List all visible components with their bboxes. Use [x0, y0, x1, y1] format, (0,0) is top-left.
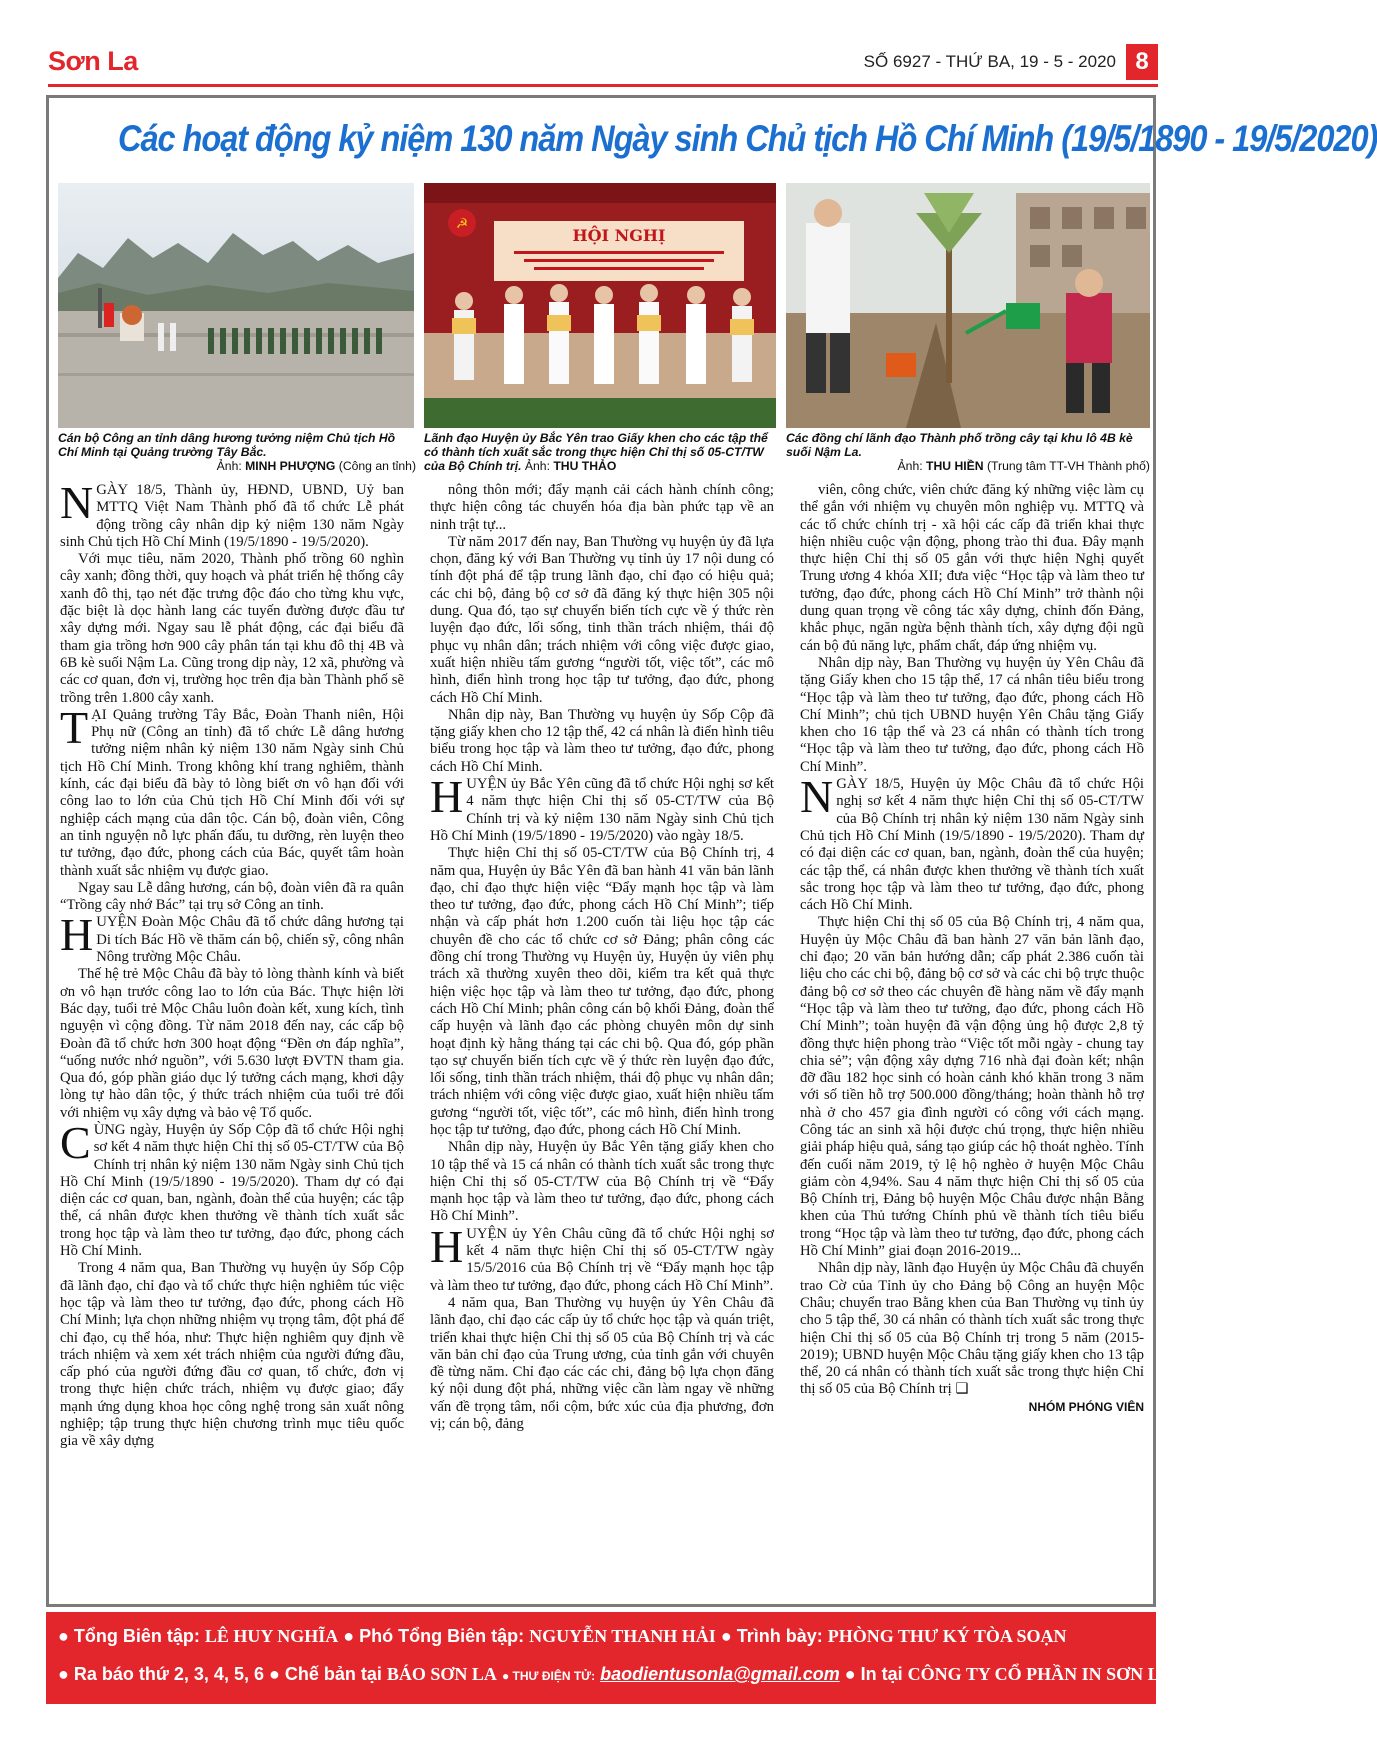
paragraph: Trong 4 năm qua, Ban Thường vụ huyện ủy Sốp Cộp đã lãnh đạo, chỉ đạo và tổ chức thực hiện nghiêm túc việc học tập và làm theo tư tưởng, đạo đức, phong cách Hồ Chí Minh; lựa chọn những nhiệm vụ trọng tâm, đột phá để chỉ đạo, cụ thể hóa, như: Thực hiện nghiêm quy định về trách nhiệm và xem xét trách nhiệm của người đứng đầu, cấp phó của người đứng đầu cơ quan, tổ chức, đơn vị trong thực hiện chức trách, nhiệm vụ được giao; đẩy mạnh ứng dụng khoa học công nghệ trong sản xuất nông nghiệp; tập trung thực hiện chương trình mục tiêu quốc gia về xây dựng	[60, 1260, 404, 1450]
paragraph: 4 năm qua, Ban Thường vụ huyện ủy Yên Châu đã lãnh đạo, chỉ đạo các cấp ủy tổ chức học tập và quán triệt, triển khai thực hiện Chỉ thị số 05 của Bộ Chính trị và các văn bản chỉ đạo của Trung ương, của tỉnh gắn với chuyên đề từng năm. Chỉ đạo các các chi, đảng bộ lựa chọn đăng ký nội dung đột phá, những việc cần làm ngay về những vấn đề trọng tâm, nổi cộm, bức xúc của địa phương, đơn vị; cán bộ, đảng	[430, 1294, 774, 1433]
paragraph: Thực hiện Chỉ thị số 05-CT/TW của Bộ Chính trị, 4 năm qua, Huyện ủy Bắc Yên đã ban hành 41 văn bản lãnh đạo, chỉ đạo thực hiện việc “Đẩy mạnh học tập và làm theo tư tưởng, đạo đức, phong cách Hồ Chí Minh”; tiếp nhận và cấp phát hơn 1.200 cuốn tài liệu học tập các chuyên đề cho các tổ chức cơ sở Đảng; phân công các đồng chí trong Thường vụ Huyện ủy, Huyện ủy viên phụ trách xã thường xuyên theo dõi, kiểm tra kết quả thực hiện việc học tập và làm theo tư tưởng, đạo đức, phong cách Hồ Chí Minh; phân công cán bộ khối Đảng, đoàn thể cấp huyện và lãnh đạo các phòng chuyên môn dự sinh hoạt định kỳ hằng tháng tại các chi bộ. Qua đó, góp phần tạo sự chuyển biến tích cực về ý thức rèn luyện đạo đức, lối sống, tinh thần trách nhiệm, thái độ phục vụ nhân dân; trách nhiệm với công việc được giao, xuất hiện nhiều tấm gương “người tốt, việc tốt”, các mô hình, điển hình trong học tập tư tưởng, đạo đức, phong cách Hồ Chí Minh.	[430, 845, 774, 1138]
page-number: 8	[1126, 44, 1158, 80]
byline: NHÓM PHÓNG VIÊN	[1028, 1399, 1144, 1414]
paragraph: Nhân dịp này, Ban Thường vụ huyện ủy Sốp Cộp đã tặng giấy khen cho 12 tập thể, 42 cá nhân là điển hình tiêu biểu trong học tập và làm theo tư tưởng, đạo đức, phong cách Hồ Chí Minh.	[430, 706, 774, 775]
issue-info: SỐ 6927 - THỨ BA, 19 - 5 - 2020	[863, 52, 1116, 71]
header-rule	[48, 84, 1158, 87]
page-header	[48, 46, 1158, 80]
photo-ceremony	[58, 183, 414, 428]
text-column-3	[800, 482, 1144, 1587]
paragraph: Với mục tiêu, năm 2020, Thành phố trồng 60 nghìn cây xanh; đồng thời, quy hoạch và phát triển hệ thống cây xanh đô thị, tạo nét đặc trưng độc đáo cho từng khu vực, đặc biệt là dọc hành lang các tuyến đường được đầu tư xây dựng mới. Ngay sau lễ phát động, các đại biểu đã tham gia trồng hơn 900 cây phân tán tại khu đô thị 4B và 6B kè suối Nậm La. Cũng trong dịp này, 12 xã, phường và các cơ quan, đơn vị, trường học trên địa bàn Thành phố sẽ trồng trên 1.800 cây xanh.	[60, 551, 404, 706]
paragraph: Thực hiện Chỉ thị số 05 của Bộ Chính trị, 4 năm qua, Huyện ủy Mộc Châu đã ban hành 27 văn bản lãnh đạo, chỉ đạo; 20 văn bản hướng dẫn; cấp phát 2.386 cuốn tài liệu cho các chi bộ, đảng bộ cơ sở và các chi bộ trực thuộc đảng bộ cơ sở theo các chuyên đề hàng năm về đẩy mạnh “Học tập và làm theo tư tưởng, đạo đức, phong cách Hồ Chí Minh”; toàn huyện đã vận động ủng hộ được 2,8 tỷ đồng thực hiện phong trào “Việc tốt mỗi ngày - chung tay chia sẻ”; vận động xây dựng 716 nhà đại đoàn kết; nhận đỡ đầu 182 học sinh có hoàn cảnh khó khăn trong 3 năm với số tiền hỗ trợ 500.000 đồng/tháng; hoàn thành hỗ trợ nhà ở cho 457 gia đình người có công với cách mạng. Công tác an sinh xã hội được chú trọng, thực hiện nhiều giải pháp hiệu quả, sáng tạo giúp các hộ thoát nghèo. Tính đến cuối năm 2019, tỷ lệ hộ nghèo ở huyện Mộc Châu giảm còn 4,94%. Sau 4 năm thực hiện Chỉ thị số 05 của Bộ Chính trị, Đảng bộ huyện Mộc Châu được nhận Bằng khen của Thủ tướng Chính phủ về thành tích tiêu biểu trong “Học tập và làm theo tư tưởng, đạo đức, phong cách Hồ Chí Minh” giai đoạn 2016-2019...	[800, 914, 1144, 1260]
banner-title: HỘI NGHỊ	[572, 226, 666, 245]
caption-text: Cán bộ Công an tỉnh dâng hương tưởng niệm Chủ tịch Hồ Chí Minh tại Quảng trường Tây Bắc.	[58, 431, 396, 459]
text-column-1	[60, 477, 404, 1587]
caption-photo-1	[58, 431, 416, 473]
paragraph: HUYỆN ủy Bắc Yên cũng đã tổ chức Hội nghị sơ kết 4 năm thực hiện Chỉ thị số 05-CT/TW của Bộ Chính trị và kỷ niệm 130 năm Ngày sinh Chủ tịch Hồ Chí Minh (19/5/1890 - 19/5/2020) vào ngày 18/5.	[430, 771, 774, 844]
paragraph: NGÀY 18/5, Huyện ủy Mộc Châu đã tổ chức Hội nghị sơ kết 4 năm thực hiện Chỉ thị số 05-CT/TW của Bộ Chính trị nhân kỷ niệm 130 năm Ngày sinh Chủ tịch Hồ Chí Minh (19/5/1890 - 19/5/2020). Tham dự có đại diện các cơ quan, ban, ngành, đoàn thể của huyện; các tập thể, cá nhân được khen thưởng về thành tích xuất sắc trong học tập và làm theo tư tưởng, đạo đức, phong cách Hồ Chí Minh.	[800, 771, 1144, 914]
paragraph: HUYỆN ủy Yên Châu cũng đã tổ chức Hội nghị sơ kết 4 năm thực hiện Chỉ thị số 05-CT/TW ngày 15/5/2016 của Bộ Chính trị về “Đẩy mạnh học tập và làm theo tư tưởng, đạo đức, phong cách Hồ Chí Minh”.	[430, 1220, 774, 1294]
svg-text:☭: ☭	[455, 216, 469, 232]
caption-text: Lãnh đạo Huyện ủy Bắc Yên trao Giấy khen cho các tập thể có thành tích xuất sắc trong thực hiện Chỉ thị số 05-CT/TW của Bộ Chính trị. Ảnh: THU THẢO	[424, 431, 768, 473]
paragraph: viên, công chức, viên chức đăng ký những việc làm cụ thể gắn với nhiệm vụ chuyên môn nghiệp vụ. MTTQ và các tổ chức chính trị - xã hội các cấp đã triển khai thực hiện nhiều cuộc vận động, phong trào thi đua. Đây mạnh thực hiện Chỉ thị số 05 gắn với thực hiện Nghị quyết Trung ương 4 khóa XII; đưa việc “Học tập và làm theo tư tưởng, đạo đức, phong cách Hồ Chí Minh” trở thành nội dung quan trọng về công tác xây dựng, chỉnh đốn Đảng, khắc phục, ngăn ngừa bệnh thành tích, xây dựng đội ngũ cán bộ đủ năng lực, phẩm chất, đáp ứng nhiệm vụ.	[800, 482, 1144, 654]
paragraph: NGÀY 18/5, Thành ủy, HĐND, UBND, Uỷ ban MTTQ Việt Nam Thành phố đã tổ chức Lễ phát động trồng cây nhân dịp kỷ niệm 130 năm Ngày sinh Chủ tịch Hồ Chí Minh (19/5/1890 - 19/5/2020).	[60, 477, 404, 550]
headline: Các hoạt động kỷ niệm 130 năm Ngày sinh Chủ tịch Hồ Chí Minh (19/5/1890 - 19/5/2020)	[118, 118, 1377, 159]
photo-conference	[424, 183, 776, 428]
paragraph: Nhân dịp này, lãnh đạo Huyện ủy Mộc Châu đã chuyển trao Cờ của Tỉnh ủy cho Đảng bộ Công an huyện Mộc Châu; chuyển trao Bằng khen của Ban Thường vụ tỉnh ủy cho 5 tập thể, 30 cá nhân có thành tích xuất sắc trong thực hiện Chỉ thị số 05 của Bộ Chính trị trong 5 năm (2015-2019); UBND huyện Mộc Châu tặng giấy khen cho 13 tập thể, 20 cá nhân có thành tích xuất sắc trong thực hiện Chỉ thị số 05 của Bộ Chính trị ❑	[800, 1260, 1144, 1398]
photo-credit: Ảnh: MINH PHƯỢNG (Công an tỉnh)	[216, 459, 416, 473]
text-column-2	[430, 482, 774, 1587]
caption-text: Các đồng chí lãnh đạo Thành phố trồng cây tại khu lô 4B kè suối Nậm La.	[786, 431, 1133, 459]
footer-publishing: ● Ra báo thứ 2, 3, 4, 5, 6 ● Chế bản tại BÁO SƠN LA ● THƯ ĐIỆN TỬ: baodientusonla@gmail.com ● In tại CÔNG TY CỔ PHẦN IN SƠN LA ● Giá 2.000đ	[58, 1664, 1284, 1684]
caption-photo-2	[424, 431, 776, 473]
newspaper-brand: Sơn La	[48, 46, 138, 76]
paragraph: Nhân dịp này, Ban Thường vụ huyện ủy Yên Châu đã tặng Giấy khen cho 15 tập thể, 17 cá nhân tiêu biểu trong “Học tập và làm theo tư tưởng, đạo đức, phong cách Hồ Chí Minh”; chủ tịch UBND huyện Yên Châu tặng Giấy khen cho 16 tập thể và 23 cá nhân có thành tích trong “Học tập và làm theo tư tưởng, đạo đức, phong cách Hồ Chí Minh”.	[800, 654, 1144, 775]
paragraph: Ngay sau Lễ dâng hương, cán bộ, đoàn viên đã ra quân “Trồng cây nhớ Bác” tại trụ sở Công an tỉnh.	[60, 879, 404, 914]
paragraph: Nhân dịp này, Huyện ủy Bắc Yên tặng giấy khen cho 10 tập thể và 15 cá nhân có thành tích xuất sắc trong thực hiện Chỉ thị số 05-CT/TW của Bộ Chính trị về “Đẩy mạnh học tập và làm theo tư tưởng, đạo đức, phong cách Hồ Chí Minh”.	[430, 1139, 774, 1225]
email-link[interactable]: baodientusonla@gmail.com	[600, 1664, 840, 1684]
paragraph: CÙNG ngày, Huyện ủy Sốp Cộp đã tổ chức Hội nghị sơ kết 4 năm thực hiện Chỉ thị số 05-CT/TW của Bộ Chính trị nhân kỷ niệm 130 năm Ngày sinh Chủ tịch Hồ Chí Minh (19/5/1890 - 19/5/2020). Tham dự có đại diện các cơ quan, ban, ngành, đoàn thể của huyện; các tập thể, cá nhân được khen thưởng về thành tích xuất sắc trong học tập và làm theo tư tưởng, đạo đức, phong cách Hồ Chí Minh.	[60, 1116, 404, 1260]
caption-photo-3	[786, 431, 1150, 473]
photo-tree-planting	[786, 183, 1150, 428]
paragraph: Thế hệ trẻ Mộc Châu đã bày tỏ lòng thành kính và biết ơn vô hạn trước công lao to lớn của Bác. Thực hiện lời Bác dạy, tuổi trẻ Mộc Châu luôn đoàn kết, xung kích, tình nguyện vì cộng đồng. Từ năm 2018 đến nay, các cấp bộ Đoàn đã tổ chức hơn 300 hoạt động “Đền ơn đáp nghĩa”, “uống nước nhớ nguồn”, với 5.630 lượt ĐVTN tham gia. Qua đó, góp phần giáo dục lý tưởng cách mạng, khơi dậy lòng tự hào dân tộc, ý thức trách nhiệm của tuổi trẻ đối với nhiệm vụ xây dựng và bảo vệ Tổ quốc.	[60, 966, 404, 1121]
paragraph: TẠI Quảng trường Tây Bắc, Đoàn Thanh niên, Hội Phụ nữ (Công an tỉnh) đã tổ chức Lễ dâng hương tưởng niệm nhân kỷ niệm 130 năm Ngày sinh Chủ tịch Hồ Chí Minh. Trong không khí trang nghiêm, thành kính, các đại biểu đã bày tỏ lòng biết ơn vô hạn đối với công lao to lớn của Chủ tịch Hồ Chí Minh đối với sự nghiệp cách mạng của dân tộc. Cán bộ, đoàn viên, Công an tỉnh nguyện nỗ lực phấn đấu, tu dưỡng, rèn luyện theo tư tưởng, đạo đức, phong cách của Bác, quyết tâm hoàn thành xuất sắc nhiệm vụ được giao.	[60, 701, 404, 879]
page-footer	[46, 1612, 1284, 1704]
paragraph: Từ năm 2017 đến nay, Ban Thường vụ huyện ủy đã lựa chọn, đăng ký với Ban Thường vụ tỉnh ủy 17 nội dung có tính đột phá để tập trung lãnh đạo, chỉ đạo có hiệu quả; các chi bộ, đảng bộ cơ sở đã đăng ký thực hiện 305 nội dung. Qua đó, tạo sự chuyển biến tích cực về ý thức rèn luyện đạo đức, lối sống, tinh thần trách nhiệm, thái độ phục vụ nhân dân; trách nhiệm với công việc được giao, xuất hiện nhiều tấm gương “người tốt, việc tốt”, các mô hình, điển hình trong học tập tư tưởng, đạo đức, phong cách Hồ Chí Minh.	[430, 533, 774, 706]
photo-credit: Ảnh: THU HIỀN (Trung tâm TT-VH Thành phố)	[897, 459, 1150, 473]
footer-staff: ● Tổng Biên tập: LÊ HUY NGHĨA ● Phó Tổng Biên tập: NGUYỄN THANH HẢI ● Trình bày: PHÒNG THƯ KÝ TÒA SOẠN	[58, 1626, 1067, 1646]
paragraph: HUYỆN Đoàn Mộc Châu đã tổ chức dâng hương tại Di tích Bác Hồ về thăm cán bộ, chiến sỹ, công nhân Nông trường Mộc Châu.	[60, 909, 404, 966]
paragraph: nông thôn mới; đẩy mạnh cải cách hành chính công; thực hiện công tác chuyển hóa địa bàn phức tạp về an ninh trật tự...	[430, 482, 774, 533]
